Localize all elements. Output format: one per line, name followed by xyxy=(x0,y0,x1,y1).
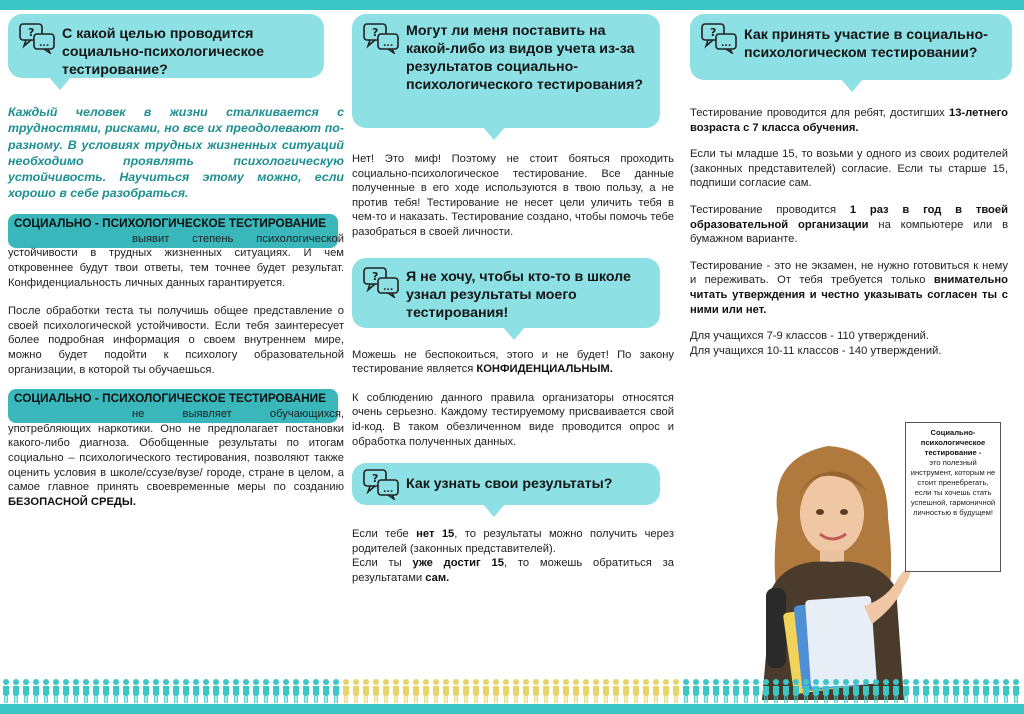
person-silhouette xyxy=(843,679,849,703)
person-silhouette xyxy=(203,679,209,703)
person-silhouette xyxy=(23,679,29,703)
person-silhouette xyxy=(683,679,689,703)
person-silhouette xyxy=(703,679,709,703)
person-silhouette xyxy=(653,679,659,703)
bubble-registration xyxy=(352,14,660,128)
over-15-text: Если ты уже достиг 15, то можешь обратиться за результатами сам. xyxy=(352,557,674,584)
person-silhouette xyxy=(83,679,89,703)
people-row-svg xyxy=(0,678,1024,704)
person-silhouette xyxy=(973,679,979,703)
person-silhouette xyxy=(493,679,499,703)
person-silhouette xyxy=(393,679,399,703)
person-silhouette xyxy=(283,679,289,703)
person-silhouette xyxy=(893,679,899,703)
person-silhouette xyxy=(753,679,759,703)
person-silhouette xyxy=(303,679,309,703)
person-silhouette xyxy=(223,679,229,703)
person-silhouette xyxy=(823,679,829,703)
person-silhouette xyxy=(343,679,349,703)
side-note xyxy=(905,422,1001,572)
person-silhouette xyxy=(183,679,189,703)
person-silhouette xyxy=(503,679,509,703)
question-chat-icon xyxy=(18,22,56,54)
no-diagnosis-text: не выявляет обучающихся, употребляющих наркотики. Оно не предполагает постановки какого-либо диагноза. Обобщенные результаты по итогам социально – психологического тестирования, позволяют также оценить условия в школе/ссузе/вузе/ городе, стране в целом, а самое главное принять своевременные меры по созданию БЕЗОПАСНОЙ СРЕДЫ. xyxy=(8,408,344,508)
bubble-registration-title: Могут ли меня поставить на какой-либо из видов учета из-за результатов социально-психологического тестирования? xyxy=(406,23,644,93)
person-silhouette xyxy=(513,679,519,703)
safe-environment-bold: БЕЗОПАСНОЙ СРЕДЫ. xyxy=(8,495,136,508)
person-silhouette xyxy=(813,679,819,703)
person-silhouette xyxy=(953,679,959,703)
person-silhouette xyxy=(803,679,809,703)
bubble-results xyxy=(352,463,660,505)
person-silhouette xyxy=(993,679,999,703)
person-silhouette xyxy=(73,679,79,703)
person-silhouette xyxy=(673,679,679,703)
person-silhouette xyxy=(913,679,919,703)
student-girl-image xyxy=(748,438,918,700)
person-silhouette xyxy=(593,679,599,703)
age-text: Тестирование проводится для ребят, достигших 13-летнего возраста с 7 класса обучения. xyxy=(690,107,1008,134)
intro-text: Каждый человек в жизни сталкивается с трудностями, рисками, но все их преодолевают по-разному. В условиях трудных жизненных ситуаций необходимо проявлять психологическую устойчивость. Научиться этому можно, если хорошо в себе разобраться. xyxy=(8,105,344,201)
person-silhouette xyxy=(923,679,929,703)
person-silhouette xyxy=(873,679,879,703)
side-note-title: Социально-психологическое тестирование - xyxy=(920,428,986,457)
highlight-sp-testing-1: СОЦИАЛЬНО - ПСИХОЛОГИЧЕСКОЕ ТЕСТИРОВАНИЕ xyxy=(8,214,338,248)
consent-text: Если ты младше 15, то возьми у одного из своих родителей (законных представителей) согласие. Если ты старше 15, подпиши согласие сам. xyxy=(690,148,1008,190)
person-silhouette xyxy=(763,679,769,703)
person-silhouette xyxy=(123,679,129,703)
column-participation xyxy=(690,14,1020,358)
highlight-sp-testing-2: СОЦИАЛЬНО - ПСИХОЛОГИЧЕСКОЕ ТЕСТИРОВАНИЕ xyxy=(8,389,338,423)
person-silhouette xyxy=(983,679,989,703)
grades-10-11-text: Для учащихся 10-11 классов - 140 утверждений. xyxy=(690,344,942,357)
person-silhouette xyxy=(43,679,49,703)
person-silhouette xyxy=(723,679,729,703)
person-silhouette xyxy=(523,679,529,703)
person-silhouette xyxy=(543,679,549,703)
person-silhouette xyxy=(613,679,619,703)
person-silhouette xyxy=(833,679,839,703)
person-silhouette xyxy=(1003,679,1009,703)
person-silhouette xyxy=(1013,679,1019,703)
person-silhouette xyxy=(163,679,169,703)
person-silhouette xyxy=(633,679,639,703)
svg-text:...: ... xyxy=(39,39,50,49)
person-silhouette xyxy=(663,679,669,703)
person-silhouette xyxy=(643,679,649,703)
question-chat-icon xyxy=(362,468,400,500)
bubble-purpose-title: С какой целью проводится социально-психологическое тестирование? xyxy=(62,26,265,78)
svg-text:...: ... xyxy=(383,485,394,496)
bubble-privacy-title: Я не хочу, чтобы кто-то в школе узнал результаты моего тестирования! xyxy=(406,268,631,321)
person-silhouette xyxy=(193,679,199,703)
id-code-text: К соблюдению данного правила организаторы относятся очень серьезно. Каждому тестируемому присваивается свой id-код. В таком обезличенном виде проводится опрос и обработка полученных данных. xyxy=(352,391,674,448)
person-silhouette xyxy=(743,679,749,703)
person-silhouette xyxy=(783,679,789,703)
person-silhouette xyxy=(443,679,449,703)
people-row-icon xyxy=(0,678,1024,704)
grades-7-9-text: Для учащихся 7-9 классов - 110 утверждений. xyxy=(690,330,930,343)
person-silhouette xyxy=(603,679,609,703)
person-silhouette xyxy=(563,679,569,703)
bottom-accent-bar xyxy=(0,704,1024,714)
person-silhouette xyxy=(463,679,469,703)
top-accent-bar xyxy=(0,0,1024,10)
section-no-diagnosis xyxy=(8,389,344,509)
person-silhouette xyxy=(553,679,559,703)
person-silhouette xyxy=(313,679,319,703)
confidential-text: Можешь не беспокоиться, этого и не будет! По закону тестирование является КОНФИДЕНЦИАЛЬНЫМ. xyxy=(352,348,674,376)
person-silhouette xyxy=(113,679,119,703)
column-registration xyxy=(352,14,674,586)
person-silhouette xyxy=(403,679,409,703)
person-silhouette xyxy=(793,679,799,703)
bubble-participation xyxy=(690,14,1012,80)
person-silhouette xyxy=(383,679,389,703)
confidential-bold: КОНФИДЕНЦИАЛЬНЫМ. xyxy=(476,363,613,376)
svg-text:...: ... xyxy=(383,282,394,293)
person-silhouette xyxy=(933,679,939,703)
person-silhouette xyxy=(583,679,589,703)
person-silhouette xyxy=(943,679,949,703)
person-silhouette xyxy=(53,679,59,703)
person-silhouette xyxy=(733,679,739,703)
question-chat-icon xyxy=(362,22,400,54)
person-silhouette xyxy=(273,679,279,703)
not-exam-text: Тестирование - это не экзамен, не нужно готовиться к нему и переживать. От тебя требуется только внимательно читать утверждения и честно указывать согласен ты с ними или нет. xyxy=(690,259,1008,316)
person-silhouette xyxy=(213,679,219,703)
person-silhouette xyxy=(573,679,579,703)
person-silhouette xyxy=(713,679,719,703)
svg-text:?: ? xyxy=(372,269,379,283)
results-text: После обработки теста ты получишь общее представление о своей психологической устойчивости. Если тебя заинтересует более подробная информация о своем внутреннем мире, можно будет подойти к психологу образовательной организации, в которой ты обучаешься. xyxy=(8,305,344,376)
question-chat-icon xyxy=(362,266,400,298)
person-silhouette xyxy=(903,679,909,703)
person-silhouette xyxy=(63,679,69,703)
person-silhouette xyxy=(243,679,249,703)
svg-text:?: ? xyxy=(372,472,379,486)
person-silhouette xyxy=(133,679,139,703)
svg-text:...: ... xyxy=(721,39,732,49)
person-silhouette xyxy=(363,679,369,703)
bubble-privacy xyxy=(352,258,660,328)
bubble-results-title: Как узнать свои результаты? xyxy=(406,476,613,493)
person-silhouette xyxy=(483,679,489,703)
person-silhouette xyxy=(93,679,99,703)
person-silhouette xyxy=(853,679,859,703)
person-silhouette xyxy=(173,679,179,703)
section-stability xyxy=(8,214,344,290)
svg-text:?: ? xyxy=(28,26,35,39)
person-silhouette xyxy=(473,679,479,703)
column-purpose xyxy=(8,14,344,509)
person-silhouette xyxy=(333,679,339,703)
person-silhouette xyxy=(453,679,459,703)
person-silhouette xyxy=(153,679,159,703)
person-silhouette xyxy=(863,679,869,703)
person-silhouette xyxy=(533,679,539,703)
svg-text:...: ... xyxy=(383,39,394,49)
person-silhouette xyxy=(3,679,9,703)
person-silhouette xyxy=(423,679,429,703)
person-silhouette xyxy=(353,679,359,703)
person-silhouette xyxy=(233,679,239,703)
person-silhouette xyxy=(13,679,19,703)
person-silhouette xyxy=(143,679,149,703)
person-silhouette xyxy=(103,679,109,703)
myth-text: Нет! Это миф! Поэтому не стоит бояться проходить социально-психологическое тестирование. Все данные полученные в его ходе используются в твою пользу, а не против тебя! Тестирование не несет цели уличить тебя в чем-то и наказать. Тестирование создано, чтобы помочь тебе разобраться в своей личности. xyxy=(352,153,674,238)
person-silhouette xyxy=(33,679,39,703)
person-silhouette xyxy=(373,679,379,703)
person-silhouette xyxy=(433,679,439,703)
person-silhouette xyxy=(963,679,969,703)
frequency-text: Тестирование проводится 1 раз в год в твоей образовательной организации на компьютере или в бумажном варианте. xyxy=(690,203,1009,246)
person-silhouette xyxy=(773,679,779,703)
stability-text: выявит степень психологической устойчивости в трудных жизненных ситуациях. И чем откровеннее будут твои ответы, тем точнее будет результат. Конфиденциальность личных данных гарантируется. xyxy=(8,232,344,289)
person-silhouette xyxy=(413,679,419,703)
person-silhouette xyxy=(263,679,269,703)
person-silhouette xyxy=(883,679,889,703)
person-silhouette xyxy=(293,679,299,703)
person-silhouette xyxy=(623,679,629,703)
svg-text:?: ? xyxy=(372,26,379,39)
person-silhouette xyxy=(323,679,329,703)
svg-text:?: ? xyxy=(710,26,717,39)
person-silhouette xyxy=(253,679,259,703)
question-chat-icon xyxy=(700,22,738,54)
side-note-text: это полезный инструмент, которым не стоит пренебрегать, если ты хочешь стать успешной, гармоничной личностью в будущем! xyxy=(910,458,996,517)
bubble-participation-title: Как принять участие в социально-психологическом тестировании? xyxy=(744,27,988,61)
person-silhouette xyxy=(693,679,699,703)
under-15-text: Если тебе нет 15, то результаты можно получить через родителей (законных представителей). xyxy=(352,528,674,555)
bubble-purpose xyxy=(8,14,324,78)
